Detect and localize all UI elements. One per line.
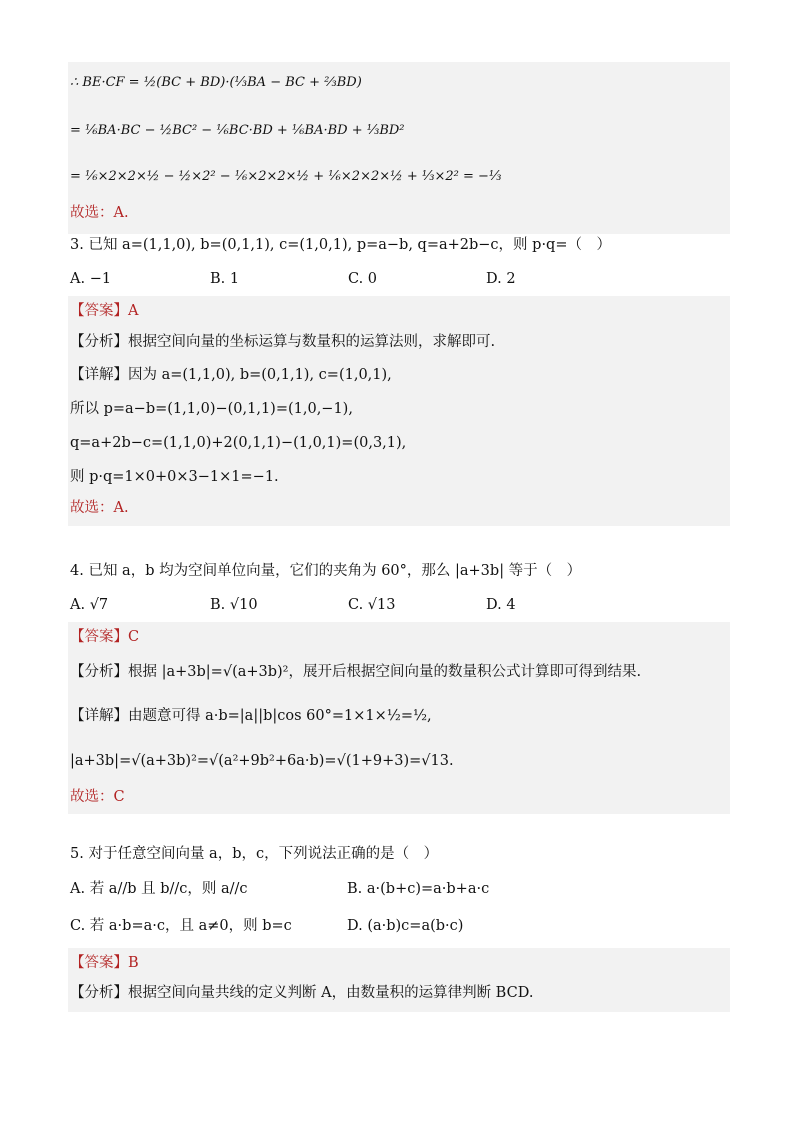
q5-option-c: C. 若 a·b=a·c，且 a≠0，则 b=c xyxy=(70,918,292,934)
q4-detail-2: |a+3b|=√(a+3b)²=√(a²+9b²+6a·b)=√(1+9+3)=√13. xyxy=(70,753,454,769)
q4-detail-1: 【详解】由题意可得 a·b=|a||b|cos 60°=1×1×½=½, xyxy=(70,708,432,724)
q3-option-b: B. 1 xyxy=(210,271,240,287)
q5-analysis: 【分析】根据空间向量共线的定义判断 A，由数量积的运算律判断 BCD. xyxy=(70,985,534,1001)
q5-answer: 【答案】B xyxy=(70,955,139,971)
q5-option-b: B. a·(b+c)=a·b+a·c xyxy=(347,881,490,897)
sol2-choice: 故选：A. xyxy=(70,205,129,221)
q3-option-a: A. −1 xyxy=(70,271,112,287)
q4-analysis: 【分析】根据 |a+3b|=√(a+3b)²，展开后根据空间向量的数量积公式计算即可得到结果. xyxy=(70,664,642,680)
q4-option-c: C. √13 xyxy=(348,597,396,613)
q4-stem: 4. 已知 a，b 均为空间单位向量，它们的夹角为 60°，那么 |a+3b| 等于（ ） xyxy=(70,563,582,579)
q3-analysis: 【分析】根据空间向量的坐标运算与数量积的运算法则，求解即可. xyxy=(70,334,496,350)
sol2-line3: = ⅙×2×2×½ − ½×2² − ⅙×2×2×½ + ⅙×2×2×½ + ⅓×2² = −⅓ xyxy=(70,169,502,184)
q3-answer: 【答案】A xyxy=(70,303,139,319)
q5-option-d: D. (a·b)c=a(b·c) xyxy=(347,918,464,934)
q3-detail-4: 则 p·q=1×0+0×3−1×1=−1. xyxy=(70,469,279,485)
q3-stem: 3. 已知 a=(1,1,0), b=(0,1,1), c=(1,0,1), p=a−b, q=a+2b−c，则 p·q=（ ） xyxy=(70,237,611,253)
q3-option-c: C. 0 xyxy=(348,271,378,287)
q4-option-b: B. √10 xyxy=(210,597,258,613)
q3-detail-2: 所以 p=a−b=(1,1,0)−(0,1,1)=(1,0,−1), xyxy=(70,401,353,417)
q3-option-d: D. 2 xyxy=(486,271,516,287)
q4-option-a: A. √7 xyxy=(70,597,109,613)
q3-detail-3: q=a+2b−c=(1,1,0)+2(0,1,1)−(1,0,1)=(0,3,1), xyxy=(70,435,407,451)
q3-detail-1: 【详解】因为 a=(1,1,0), b=(0,1,1), c=(1,0,1), xyxy=(70,367,392,383)
q3-choice: 故选：A. xyxy=(70,500,129,516)
q5-option-a: A. 若 a//b 且 b//c，则 a//c xyxy=(70,881,248,897)
q5-stem: 5. 对于任意空间向量 a，b，c，下列说法正确的是（ ） xyxy=(70,846,439,862)
q4-choice: 故选：C xyxy=(70,789,125,805)
sol2-line2: = ⅙BA·BC − ½BC² − ⅙BC·BD + ⅙BA·BD + ⅓BD² xyxy=(70,123,405,138)
sol2-line1: ∴ BE·CF = ½(BC + BD)·(⅓BA − BC + ⅔BD) xyxy=(70,75,362,90)
q4-answer: 【答案】C xyxy=(70,629,140,645)
q4-option-d: D. 4 xyxy=(486,597,516,613)
